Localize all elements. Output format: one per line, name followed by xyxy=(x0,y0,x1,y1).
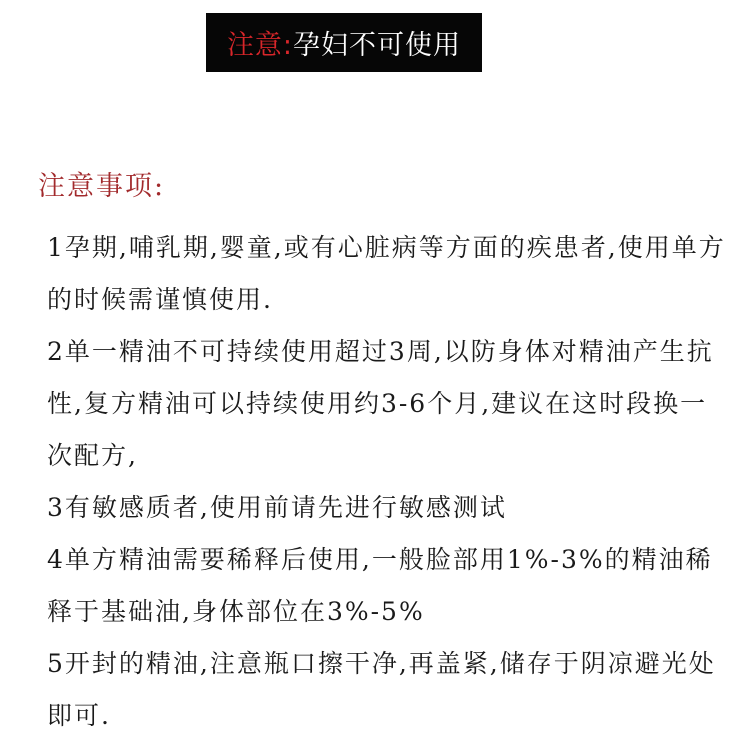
notes-list xyxy=(47,222,727,742)
note-item: 4单方精油需要稀释后使用,一般脸部用1%-3%的精油稀释于基础油,身体部位在3%-5% xyxy=(47,545,713,626)
warning-banner xyxy=(206,13,482,72)
note-item: 2单一精油不可持续使用超过3周,以防身体对精油产生抗性,复方精油可以持续使用约3-6个月,建议在这时段换一次配方, xyxy=(47,337,714,470)
warning-label: 注意: xyxy=(226,30,294,61)
section-title: 注意事项: xyxy=(38,171,166,202)
warning-text: 孕妇不可使用 xyxy=(293,30,462,61)
note-item: 3有敏感质者,使用前请先进行敏感测试 xyxy=(47,493,507,522)
note-item: 1孕期,哺乳期,婴童,或有心脏病等方面的疾患者,使用单方的时候需谨慎使用. xyxy=(47,233,726,314)
note-item: 5开封的精油,注意瓶口擦干净,再盖紧,储存于阴凉避光处即可. xyxy=(47,649,716,730)
